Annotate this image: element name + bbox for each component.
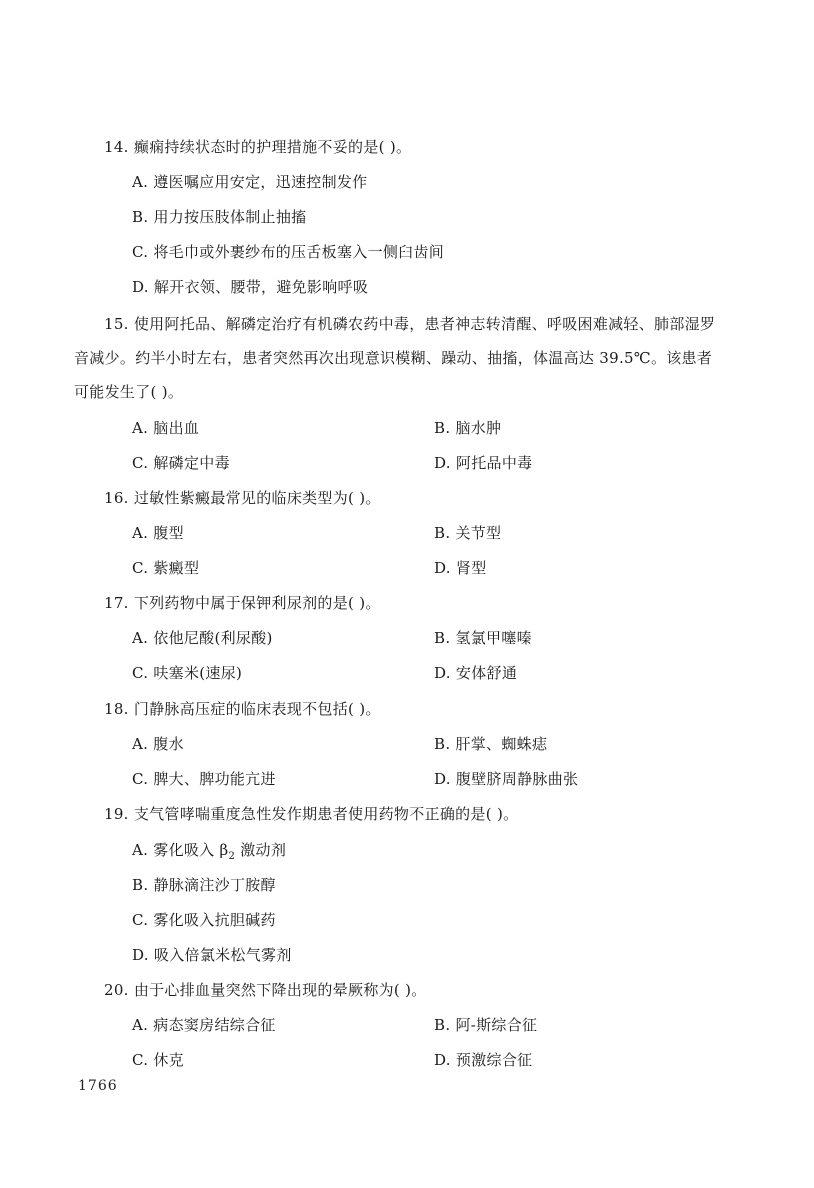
question-17-option-d: D. 安体舒通 [434, 664, 518, 682]
question-19-option-a-prefix: A. 雾化吸入 β [132, 841, 229, 859]
question-14-option-b: B. 用力按压肢体制止抽搐 [132, 208, 307, 226]
question-15-stem-line-3: 可能发生了( )。 [74, 383, 184, 401]
question-20-option-b: B. 阿-斯综合征 [434, 1016, 538, 1034]
question-17-option-a: A. 依他尼酸(利尿酸) [132, 629, 273, 647]
question-17-option-c: C. 呋塞米(速尿) [132, 664, 243, 682]
question-16-stem: 16. 过敏性紫癜最常见的临床类型为( )。 [104, 489, 381, 507]
question-14-option-a: A. 遵医嘱应用安定，迅速控制发作 [132, 173, 368, 191]
question-14-stem: 14. 癫痫持续状态时的护理措施不妥的是( )。 [104, 138, 412, 156]
question-15-stem-line-2: 音减少。约半小时左右，患者突然再次出现意识模糊、躁动、抽搐，体温高达 39.5℃。该患者 [74, 349, 713, 367]
question-16-option-c: C. 紫癜型 [132, 559, 200, 577]
question-17-option-b: B. 氢氯甲噻嗪 [434, 629, 532, 647]
question-15-stem-line-1: 15. 使用阿托品、解磷定治疗有机磷农药中毒，患者神志转清醒、呼吸困难减轻、肺部湿罗 [104, 315, 716, 333]
question-19-option-a-suffix: 激动剂 [235, 841, 287, 859]
question-15-option-a: A. 脑出血 [132, 419, 200, 437]
question-14-option-d: D. 解开衣领、腰带，避免影响呼吸 [132, 278, 369, 296]
question-17-stem: 17. 下列药物中属于保钾利尿剂的是( )。 [104, 594, 381, 612]
page-number: 1766 [78, 1078, 118, 1094]
question-19-option-d: D. 吸入倍氯米松气雾剂 [132, 946, 292, 964]
question-18-option-c: C. 脾大、脾功能亢进 [132, 770, 276, 788]
question-16-option-a: A. 腹型 [132, 524, 184, 542]
question-20-stem: 20. 由于心排血量突然下降出现的晕厥称为( )。 [104, 981, 427, 999]
question-16-option-d: D. 肾型 [434, 559, 487, 577]
question-18-option-b: B. 肝掌、蜘蛛痣 [434, 735, 548, 753]
question-20-option-c: C. 休克 [132, 1051, 184, 1069]
question-15-option-d: D. 阿托品中毒 [434, 454, 533, 472]
question-15-option-b: B. 脑水肿 [434, 419, 502, 437]
question-19-stem: 19. 支气管哮喘重度急性发作期患者使用药物不正确的是( )。 [104, 805, 519, 823]
question-19-option-c: C. 雾化吸入抗胆碱药 [132, 911, 276, 929]
question-19-option-a-subscript: 2 [228, 851, 236, 862]
question-18-option-a: A. 腹水 [132, 735, 184, 753]
question-19-option-b: B. 静脉滴注沙丁胺醇 [132, 876, 276, 894]
question-16-option-b: B. 关节型 [434, 524, 502, 542]
question-14-option-c: C. 将毛巾或外裹纱布的压舌板塞入一侧臼齿间 [132, 243, 445, 261]
question-20-option-a: A. 病态窦房结综合征 [132, 1016, 276, 1034]
question-18-stem: 18. 门静脉高压症的临床表现不包括( )。 [104, 700, 381, 718]
question-18-option-d: D. 腹壁脐周静脉曲张 [434, 770, 579, 788]
question-20-option-d: D. 预激综合征 [434, 1051, 533, 1069]
question-19-option-a [132, 840, 286, 867]
question-15-option-c: C. 解磷定中毒 [132, 454, 230, 472]
